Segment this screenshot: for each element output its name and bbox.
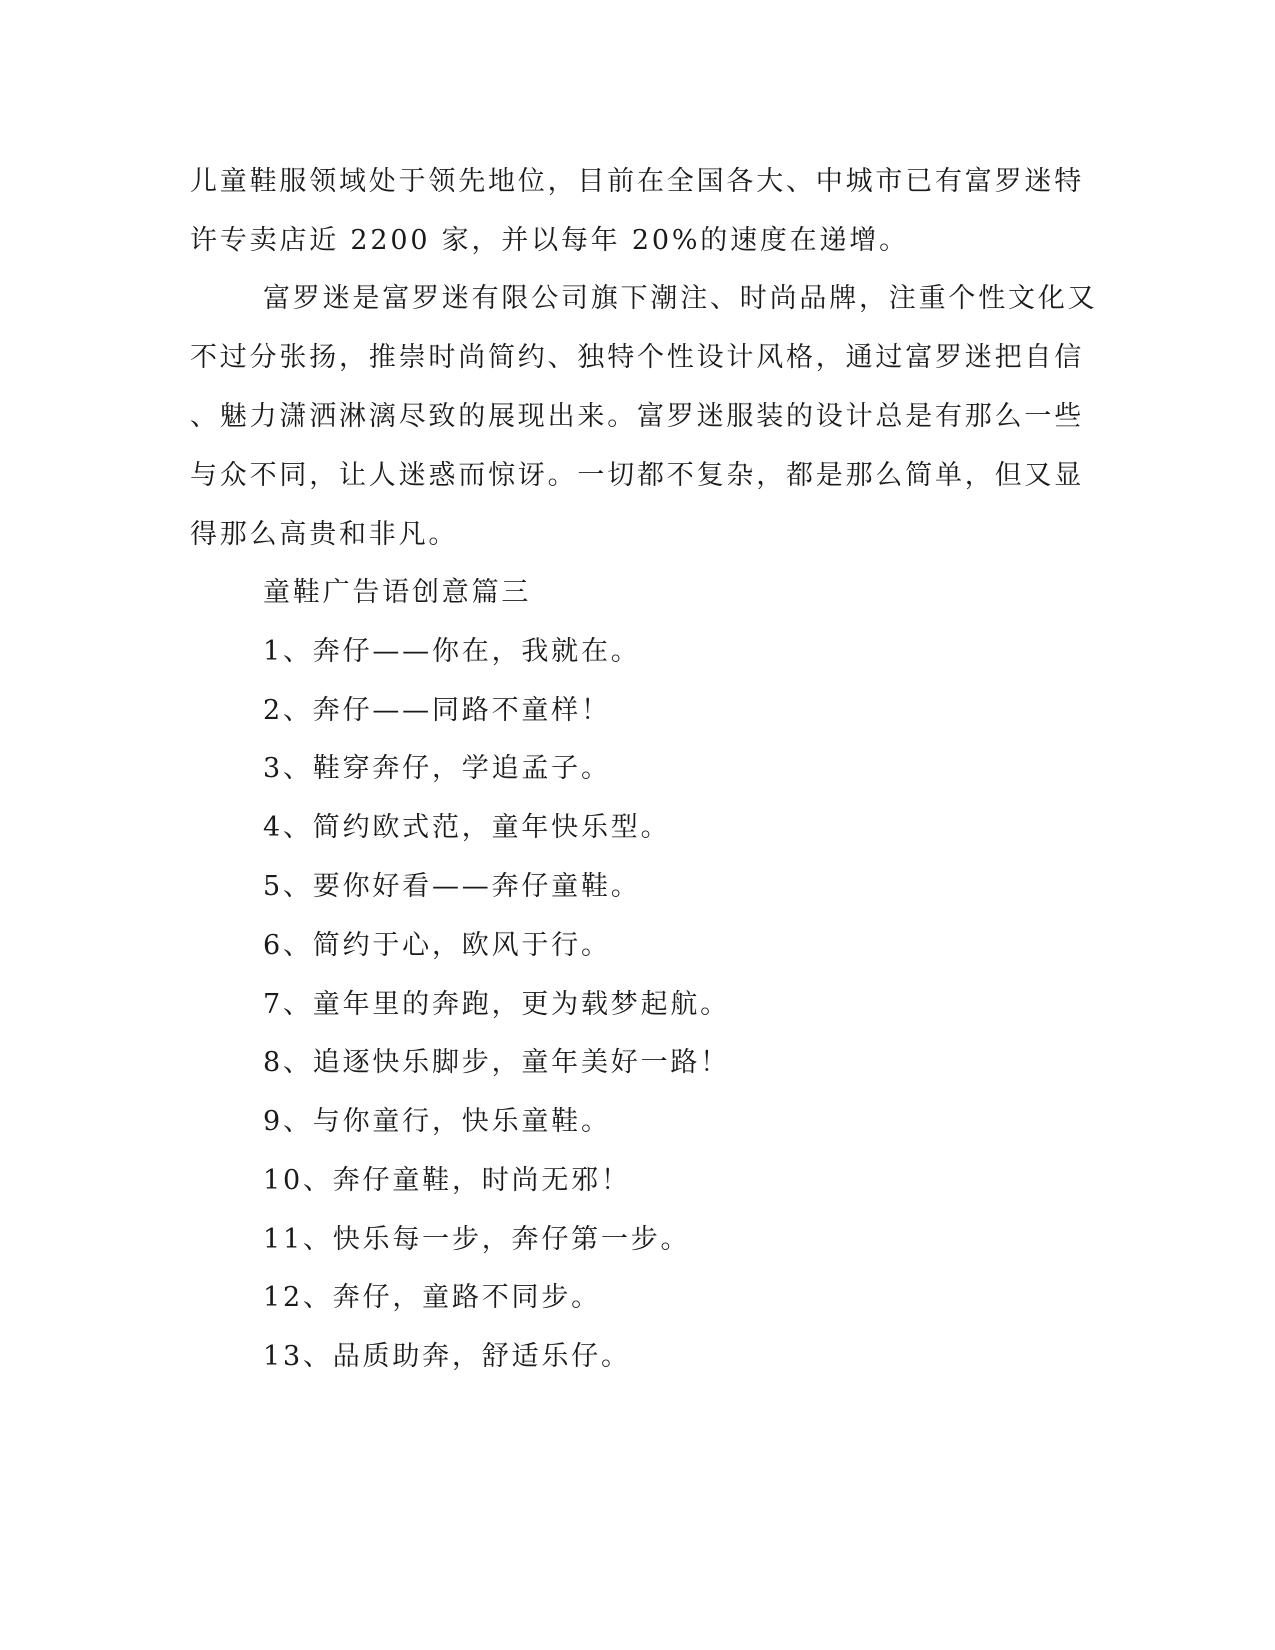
paragraph-2-line-4: 与众不同，让人迷惑而惊讶。一切都不复杂，都是那么简单，但又显 [190,460,1084,491]
paragraph-2-line-1: 富罗迷是富罗迷有限公司旗下潮注、时尚品牌，注重个性文化又 [263,283,1098,314]
paragraph-2-line-5: 得那么高贵和非凡。 [190,519,459,550]
paragraph-1-line-2: 许专卖店近 2200 家，并以每年 20%的速度在递增。 [190,225,909,256]
list-item: 6、简约于心，欧风于行。 [263,930,611,961]
paragraph-1-line-1: 儿童鞋服领域处于领先地位，目前在全国各大、中城市已有富罗迷特 [190,166,1084,197]
list-item: 8、追逐快乐脚步，童年美好一路！ [263,1047,730,1078]
list-item: 11、快乐每一步，奔仔第一步。 [263,1224,691,1255]
list-item: 10、奔仔童鞋，时尚无邪！ [263,1165,631,1196]
paragraph-2-line-3: 、魅力潇洒淋漓尽致的展现出来。富罗迷服装的设计总是有那么一些 [190,401,1084,432]
section-heading: 童鞋广告语创意篇三 [263,577,532,608]
list-item: 12、奔仔，童路不同步。 [263,1282,601,1313]
list-item: 5、要你好看——奔仔童鞋。 [263,871,641,902]
list-item: 3、鞋穿奔仔，学追孟子。 [263,753,611,784]
list-item: 13、品质助奔，舒适乐仔。 [263,1341,631,1372]
list-item: 4、简约欧式范，童年快乐型。 [263,812,671,843]
paragraph-2-line-2: 不过分张扬，推崇时尚简约、独特个性设计风格，通过富罗迷把自信 [190,342,1084,373]
list-item: 7、童年里的奔跑，更为载梦起航。 [263,989,730,1020]
list-item: 2、奔仔——同路不童样！ [263,695,611,726]
list-item: 1、奔仔——你在，我就在。 [263,636,641,667]
list-item: 9、与你童行，快乐童鞋。 [263,1106,611,1137]
